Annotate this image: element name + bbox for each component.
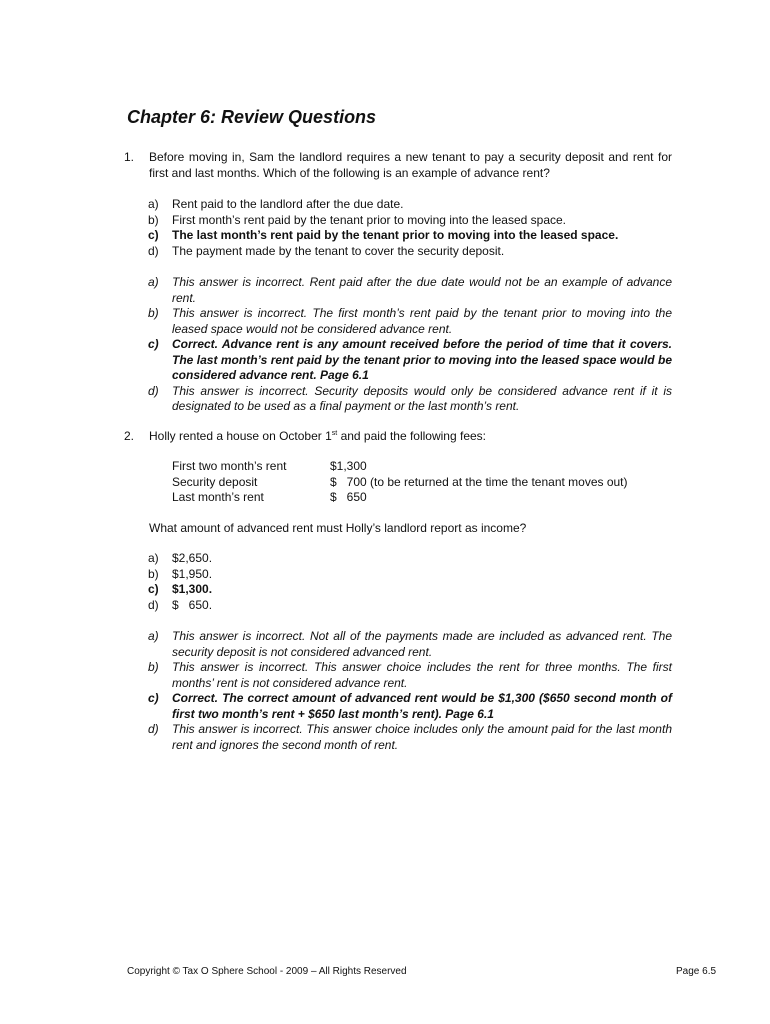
- q2-option-c-correct: [148, 582, 672, 598]
- q1-options: [148, 197, 672, 259]
- q2-option-d: [148, 598, 672, 614]
- option-text: $1,950.: [172, 566, 213, 581]
- fee-row: [172, 459, 628, 475]
- question-text: Before moving in, Sam the landlord requires a new tenant to pay a security deposit and rent for first and last months. Which of the following is an example of advance rent?: [149, 150, 672, 180]
- question-2: [124, 429, 672, 445]
- option-text: $1,300.: [172, 582, 213, 596]
- option-text: The last month’s rent paid by the tenant prior to moving into the leased space.: [172, 228, 619, 242]
- explanation-text: This answer is incorrect. Security deposits would only be considered advance rent if it is designated to be used as a final payment or the last month’s rent.: [172, 383, 672, 413]
- explanation-label: a): [148, 275, 159, 289]
- q1-explanation-c-correct: [148, 337, 672, 384]
- footer-copyright: Copyright © Tax O Sphere School - 2009 – All Rights Reserved: [127, 966, 407, 977]
- question-number: 1.: [124, 150, 135, 164]
- q2-explanation-b: [148, 660, 672, 691]
- explanation-label: c): [148, 691, 159, 705]
- option-label: d): [148, 597, 159, 612]
- fee-label: Last month’s rent: [172, 490, 264, 504]
- explanation-text: Correct. The correct amount of advanced rent would be $1,300 ($650 second month of first two month’s rent + $650 last month’s rent). Page 6.1: [172, 691, 672, 721]
- fees-table: [172, 459, 628, 506]
- fee-row: [172, 490, 628, 506]
- q1-explanations: [148, 275, 672, 415]
- option-text: First month’s rent paid by the tenant prior to moving into the leased space.: [172, 212, 566, 227]
- question-text: [149, 429, 672, 445]
- q1-explanation-b: [148, 306, 672, 337]
- q1-option-d: [148, 244, 672, 260]
- option-text: $ 650.: [172, 597, 213, 612]
- fee-amount: $1,300: [330, 459, 367, 473]
- option-text: Rent paid to the landlord after the due date.: [172, 197, 404, 211]
- explanation-text: This answer is incorrect. This answer choice includes only the amount paid for the last month rent and ignores the second month of rent.: [172, 722, 672, 752]
- page-title: Chapter 6: Review Questions: [127, 107, 377, 127]
- q2-explanation-a: [148, 629, 672, 660]
- explanation-text: Correct. Advance rent is any amount received before the period of time that it covers. The last month’s rent paid by the tenant prior to moving into the leased space would be considered advance rent. Page 6.1: [172, 337, 672, 382]
- fee-row: [172, 475, 628, 491]
- question-number: 2.: [124, 429, 135, 443]
- q1-option-b: [148, 213, 672, 229]
- explanation-text: This answer is incorrect. The first month’s rent paid by the tenant prior to moving into the leased space would not be considered advance rent.: [172, 306, 672, 336]
- explanation-text: This answer is incorrect. Not all of the payments made are included as advanced rent. The security deposit is not considered advanced rent.: [172, 629, 672, 659]
- option-label: b): [148, 212, 159, 227]
- q1-explanation-a: [148, 275, 672, 306]
- explanation-label: d): [148, 383, 159, 398]
- explanation-text: This answer is incorrect. Rent paid after the due date would not be an example of advance rent.: [172, 275, 672, 305]
- q2-explanations: [148, 629, 672, 753]
- option-text: $2,650.: [172, 551, 213, 565]
- explanation-label: c): [148, 337, 159, 351]
- option-text: The payment made by the tenant to cover the security deposit.: [172, 243, 505, 258]
- explanation-label: b): [148, 306, 159, 320]
- option-label: c): [148, 228, 159, 242]
- q2-option-b: [148, 567, 672, 583]
- question-text: What amount of advanced rent must Holly’s landlord report as income?: [149, 521, 527, 535]
- option-label: d): [148, 243, 159, 258]
- option-label: a): [148, 551, 159, 565]
- explanation-label: a): [148, 629, 159, 643]
- q1-option-a: [148, 197, 672, 213]
- question-text-part: Holly rented a house on October 1: [149, 429, 332, 443]
- explanation-text: This answer is incorrect. This answer choice includes the rent for three months. The first months’ rent is not considered advance rent.: [172, 660, 672, 690]
- fee-amount: $ 650: [330, 490, 367, 504]
- q2-prompt: [149, 521, 672, 537]
- option-label: b): [148, 566, 159, 581]
- option-label: a): [148, 197, 159, 211]
- q2-explanation-c-correct: [148, 691, 672, 722]
- footer-page-number: Page 6.5: [676, 966, 717, 977]
- explanation-label: d): [148, 722, 159, 736]
- fee-amount: $ 700 (to be returned at the time the tenant moves out): [330, 474, 628, 489]
- explanation-label: b): [148, 660, 159, 674]
- fee-label: Security deposit: [172, 474, 258, 489]
- q2-option-a: [148, 551, 672, 567]
- option-label: c): [148, 582, 159, 596]
- fee-label: First two month’s rent: [172, 459, 287, 473]
- question-text-part: and paid the following fees:: [337, 429, 487, 443]
- q1-explanation-d: [148, 384, 672, 415]
- q2-explanation-d: [148, 722, 672, 753]
- question-1: [124, 150, 672, 181]
- q1-option-c-correct: [148, 228, 672, 244]
- ordinal-suffix: st: [331, 430, 338, 437]
- q2-options: [148, 551, 672, 613]
